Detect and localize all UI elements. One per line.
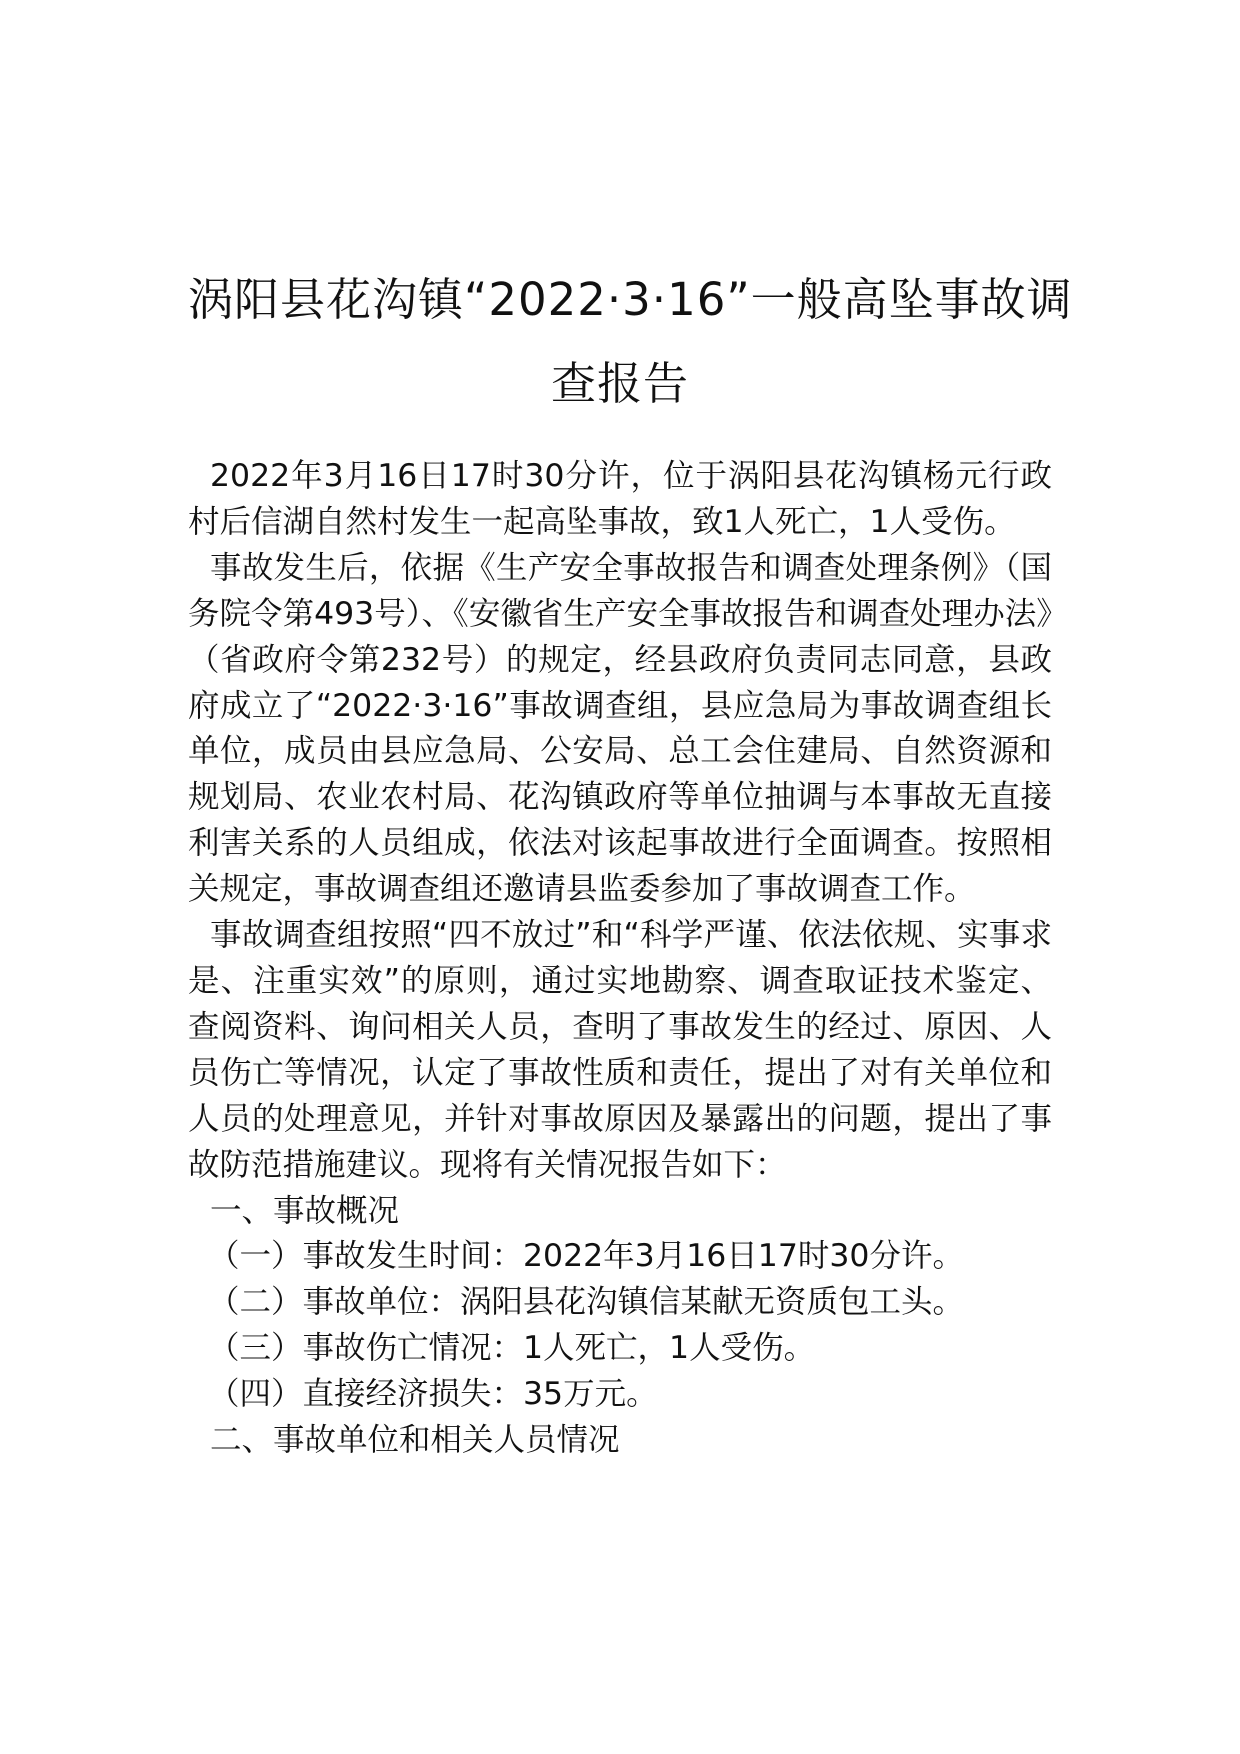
list-item-casualties: （三）事故伤亡情况：1人死亡，1人受伤。 [208,1330,816,1367]
title-line-1: 涡阳县花沟镇“2022·3·16”一般高坠事故调 [188,273,1073,326]
title-line-2: 查报告 [550,357,689,410]
paragraph-investigation-basis: 事故发生后，依据《生产安全事故报告和调查处理条例》（国务院令第493号）、《安徽省生产安全事故报告和调查处理办法》（省政府令第232号）的规定，经县政府负责同志同意，县政府成立了“2022·3·16”事故调查组，县应急局为事故调查组长单位，成员由县应急局、公安局、总工会住建局、自然资源和规划局、农业农村局、花沟镇政府等单位抽调与本事故无直接利害关系的人员组成，依法对该起事故进行全面调查。按照相关规定，事故调查组还邀请县监委参加了事故调查工作。 [188,549,1052,908]
paragraph-intro: 2022年3月16日17时30分许，位于涡阳县花沟镇杨元行政村后信湖自然村发生一起高坠事故，致1人死亡，1人受伤。 [188,458,1052,540]
list-item-unit: （二）事故单位：涡阳县花沟镇信某献无资质包工头。 [208,1284,965,1321]
list-item-economic-loss: （四）直接经济损失：35万元。 [208,1376,658,1413]
paragraph-investigation-principles: 事故调查组按照“四不放过”和“科学严谨、依法依规、实事求是、注重实效”的原则，通过实地勘察、调查取证技术鉴定、查阅资料、询问相关人员，查明了事故发生的经过、原因、人员伤亡等情况，认定了事故性质和责任，提出了对有关单位和人员的处理意见，并针对事故原因及暴露出的问题，提出了事故防范措施建议。现将有关情况报告如下： [188,917,1052,1183]
document-title [188,258,1073,426]
section-heading-unit-personnel: 二、事故单位和相关人员情况 [210,1422,620,1459]
list-item-time: （一）事故发生时间：2022年3月16日17时30分许。 [208,1238,964,1275]
document-page [188,258,1073,1464]
document-body [188,454,1052,1464]
section-heading-overview: 一、事故概况 [210,1192,400,1229]
